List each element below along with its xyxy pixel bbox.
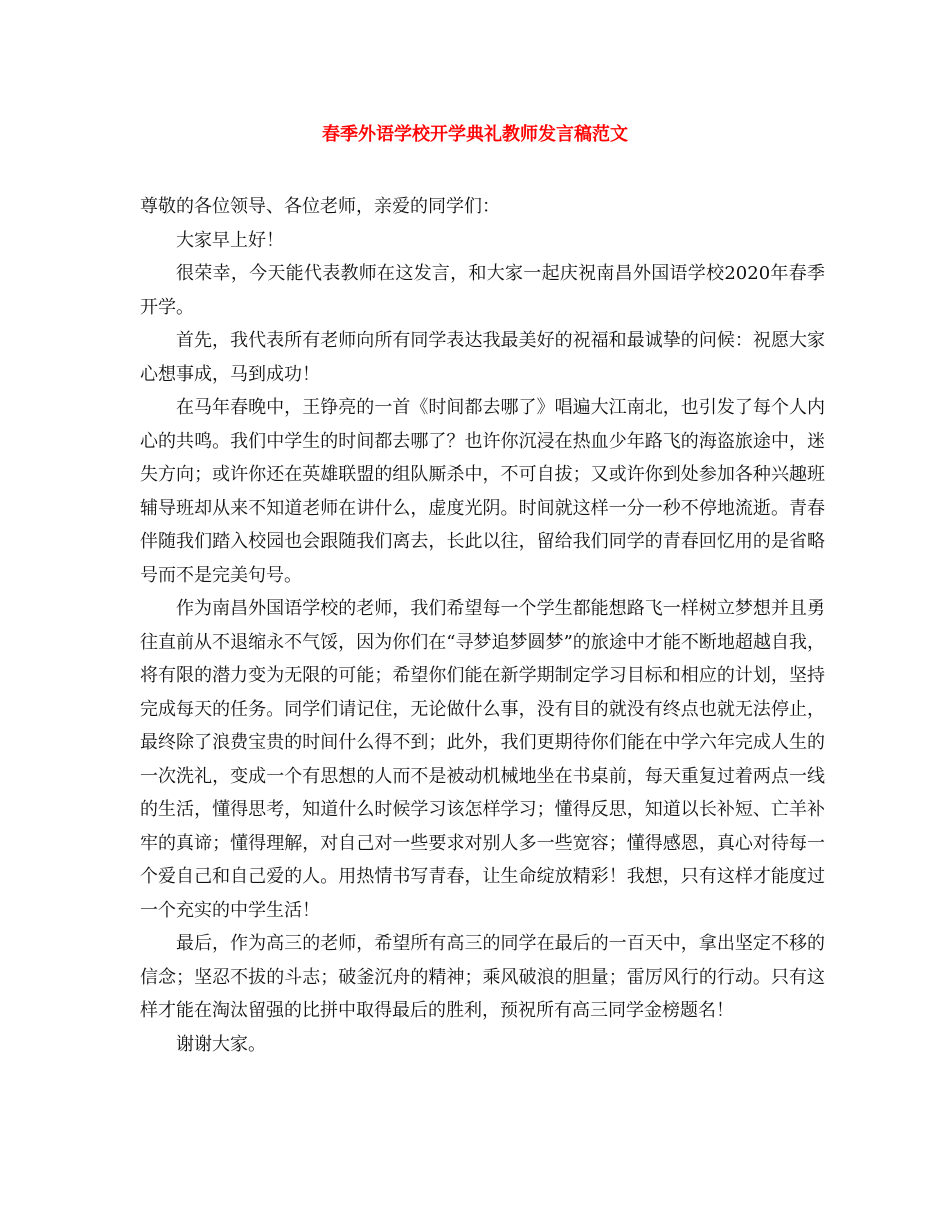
document-title: 春季外语学校开学典礼教师发言稿范文 [322, 124, 628, 145]
paragraph-honor: 很荣幸，今天能代表教师在这发言，和大家一起庆祝南昌外国语学校2020年春季开学。 [140, 263, 825, 318]
paragraph-time: 在马年春晚中，王铮亮的一首《时间都去哪了》唱遍大江南北，也引发了每个人内心的共鸣。我们中学生的时间都去哪了？也许你沉浸在热血少年路飞的海盗旅途中，迷失方向；或许你还在英雄联盟的组队厮杀中，不可自拔；又或许你到处参加各种兴趣班辅导班却从来不知道老师在讲什么，虚度光阴。时间就这样一分一秒不停地流逝。青春伴随我们踏入校园也会跟随我们离去，长此以往，留给我们同学的青春回忆用的是省略号而不是完美句号。 [140, 397, 825, 586]
paragraph-thanks: 谢谢大家。 [176, 1033, 266, 1055]
paragraph-greeting: 大家早上好！ [176, 229, 284, 251]
document-body [140, 190, 825, 1061]
paragraph-hopes: 作为南昌外国语学校的老师，我们希望每一个学生都能想路飞一样树立梦想并且勇往直前从不退缩永不气馁，因为你们在“寻梦追梦圆梦”的旅途中才能不断地超越自我，将有限的潜力变为无限的可能；希望你们能在新学期制定学习目标和相应的计划，坚持完成每天的任务。同学们请记住，无论做什么事，没有目的就没有终点也就无法停止，最终除了浪费宝贵的时间什么得不到；此外，我们更期待你们能在中学六年完成人生的一次洗礼，变成一个有思想的人而不是被动机械地坐在书桌前，每天重复过着两点一线的生活，懂得思考，知道什么时候学习该怎样学习；懂得反思，知道以长补短、亡羊补牢的真谛；懂得理解，对自己对一些要求对别人多一些宽容；懂得感恩，真心对待每一个爱自己和自己爱的人。用热情书写青春，让生命绽放精彩！我想，只有这样才能度过一个充实的中学生活！ [140, 598, 825, 921]
paragraph-senior-class: 最后，作为高三的老师，希望所有高三的同学在最后的一百天中，拿出坚定不移的信念；坚忍不拔的斗志；破釜沉舟的精神；乘风破浪的胆量；雷厉风行的行动。只有这样才能在淘汰留强的比拼中取得最后的胜利，预祝所有高三同学金榜题名！ [140, 933, 825, 1021]
salutation: 尊敬的各位领导、各位老师，亲爱的同学们： [140, 196, 500, 217]
paragraph-wishes: 首先，我代表所有老师向所有同学表达我最美好的祝福和最诚挚的问候：祝愿大家心想事成，马到成功！ [140, 330, 825, 385]
